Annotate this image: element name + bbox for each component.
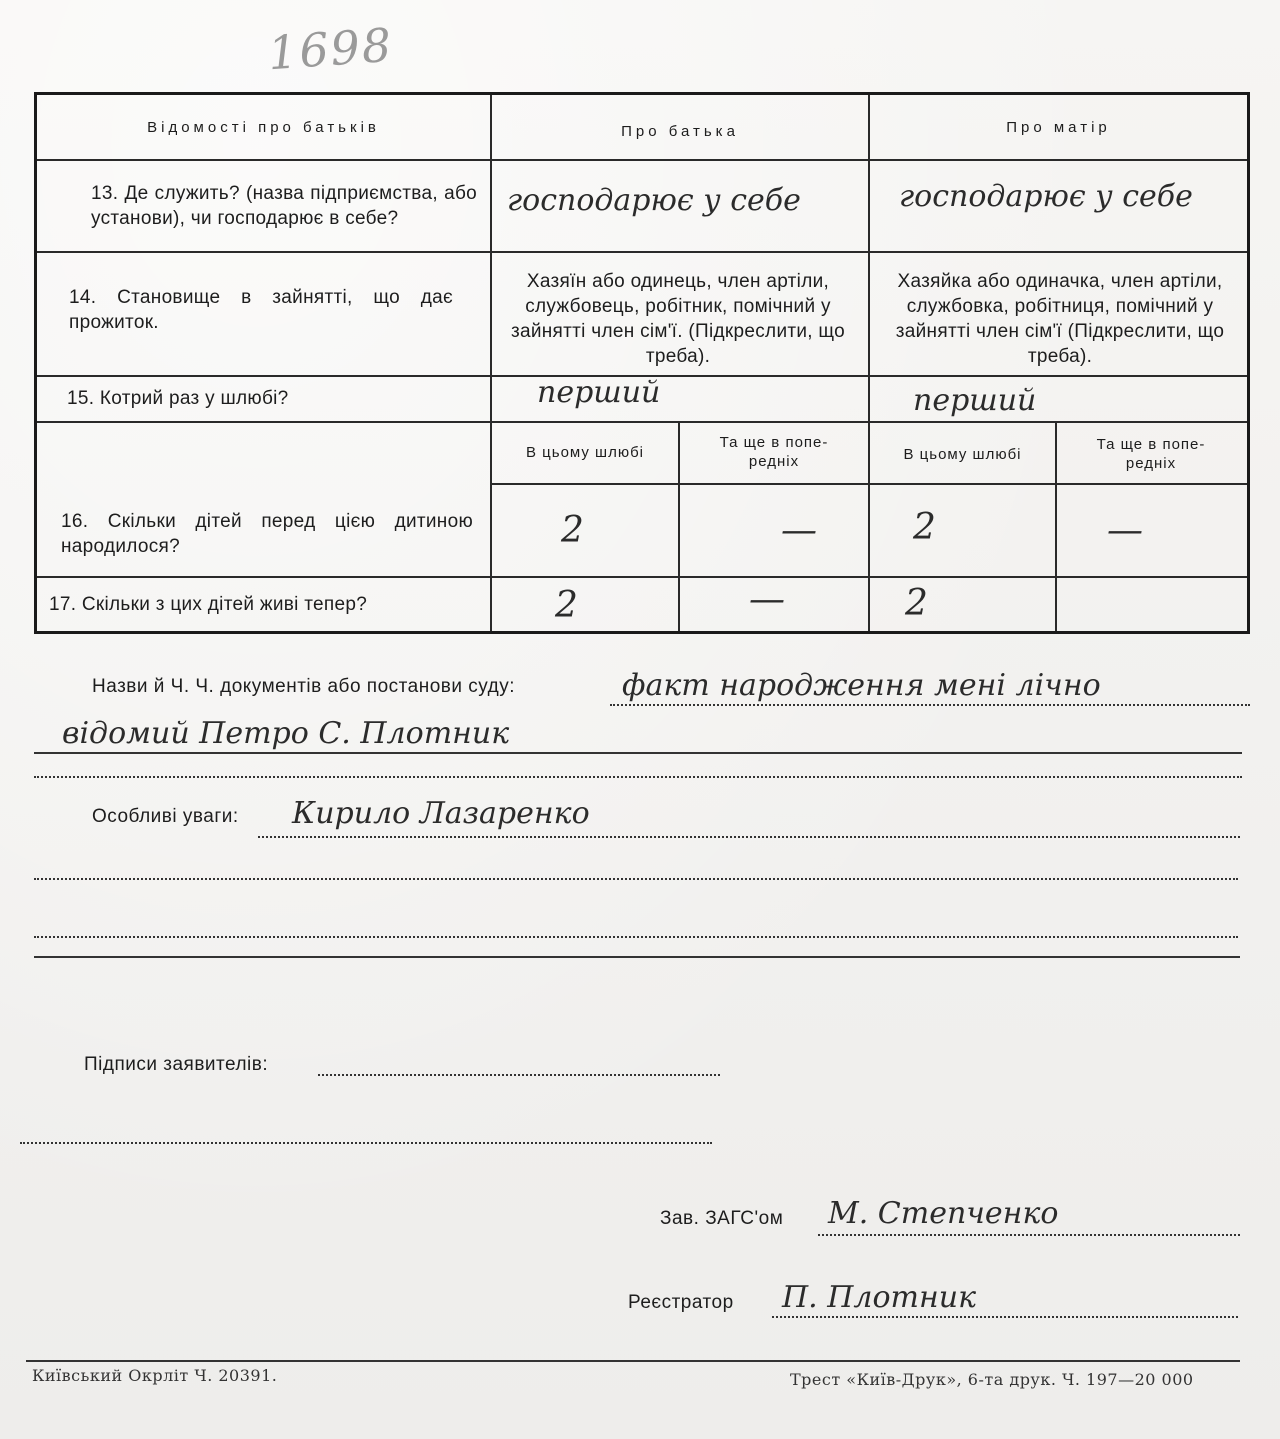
special-notes-line-1 <box>258 836 1240 838</box>
documents-line-3 <box>34 776 1242 778</box>
applicants-line-2 <box>20 1142 712 1144</box>
special-notes-label: Особливі уваги: <box>92 806 239 827</box>
row-divider-15 <box>37 421 1247 423</box>
documents-line-1 <box>610 704 1250 706</box>
row-17-father-previous: — <box>749 579 785 620</box>
row-13-mother-answer: господарює у себе <box>899 179 1193 214</box>
special-notes-line-4 <box>34 956 1240 958</box>
applicants-line-1 <box>318 1074 720 1076</box>
row-14-father-options: Хазяїн або одинець, член артіли, службовець, робітник, помічний у зайнятті член сім'ї. (Підкреслити, що треба). <box>510 271 846 367</box>
header-mother: Про матір <box>1006 119 1111 136</box>
row-15-mother-answer: перший <box>913 383 1037 418</box>
row-16-father-this: 2 <box>561 510 584 551</box>
footer-right-imprint: Трест «Київ-Друк», 6-та друк. Ч. 197—20 000 <box>790 1370 1194 1389</box>
special-notes-line-3 <box>34 936 1238 938</box>
zags-head-label: Зав. ЗАГС'ом <box>660 1208 784 1229</box>
registrar-line <box>772 1316 1238 1318</box>
row-16-mother-previous: — <box>1107 510 1143 551</box>
subheader-father-previous: Та ще в попе- редніх <box>719 434 829 470</box>
row-divider-16 <box>37 576 1247 578</box>
subheader-father-this-marriage: В цьому шлюбі <box>525 444 645 461</box>
row-divider-head <box>37 159 1247 161</box>
registrar-signature: П. Плотник <box>782 1280 977 1315</box>
zags-head-line <box>818 1234 1240 1236</box>
row-14-question: 14. Становище в зайнятті, що дає прожиток. <box>69 287 453 333</box>
row-17-father-this: 2 <box>555 585 578 626</box>
special-notes-line-2 <box>34 878 1238 880</box>
col-divider-2 <box>868 95 870 631</box>
subheader-mother-previous: Та ще в попе- редніх <box>1096 436 1206 472</box>
parents-info-table <box>34 92 1250 634</box>
row-15-father-answer: перший <box>537 375 661 410</box>
row-divider-subhead <box>490 483 1247 485</box>
archive-number-mark: 1698 <box>266 17 395 81</box>
documents-line-2 <box>34 752 1242 754</box>
row-15-question: 15. Котрий раз у шлюбі? <box>67 388 289 409</box>
row-16-mother-this: 2 <box>913 507 936 548</box>
subheader-mother-this-marriage: В цьому шлюбі <box>903 446 1022 463</box>
zags-head-signature: М. Степченко <box>828 1196 1059 1231</box>
documents-value-line1: факт народження мені лічно <box>622 668 1101 703</box>
row-16-question: 16. Скільки дітей перед цією дитиною народилося? <box>61 511 473 557</box>
row-16-father-previous: — <box>781 510 817 551</box>
col-divider-1 <box>490 95 492 631</box>
header-father: Про батька <box>621 123 739 140</box>
documents-label: Назви й Ч. Ч. документів або постанови суду: <box>92 676 515 697</box>
special-notes-value: Кирило Лазаренко <box>292 796 590 831</box>
row-13-question: 13. Де служить? (назва підприємства, або установи), чи господарює в себе? <box>91 183 477 229</box>
row-14-mother-options: Хазяйка або одиначка, член артіли, службовка, робітниця, помічний у зайнятті член сім'ї (Підкреслити, що треба). <box>895 271 1225 367</box>
documents-value-line2: відомий Петро С. Плотник <box>62 716 510 751</box>
footer-rule <box>26 1360 1240 1362</box>
row-divider-13 <box>37 251 1247 253</box>
applicants-signatures-label: Підписи заявителів: <box>84 1054 269 1075</box>
row-17-mother-this: 2 <box>905 583 928 624</box>
registrar-label: Реєстратор <box>628 1292 734 1313</box>
row-13-father-answer: господарює у себе <box>507 183 801 218</box>
row-17-question: 17. Скільки з цих дітей живі тепер? <box>49 594 368 615</box>
header-parents-info: Відомості про батьків <box>147 119 380 136</box>
footer-left-imprint: Київський Окрліт Ч. 20391. <box>32 1366 278 1385</box>
